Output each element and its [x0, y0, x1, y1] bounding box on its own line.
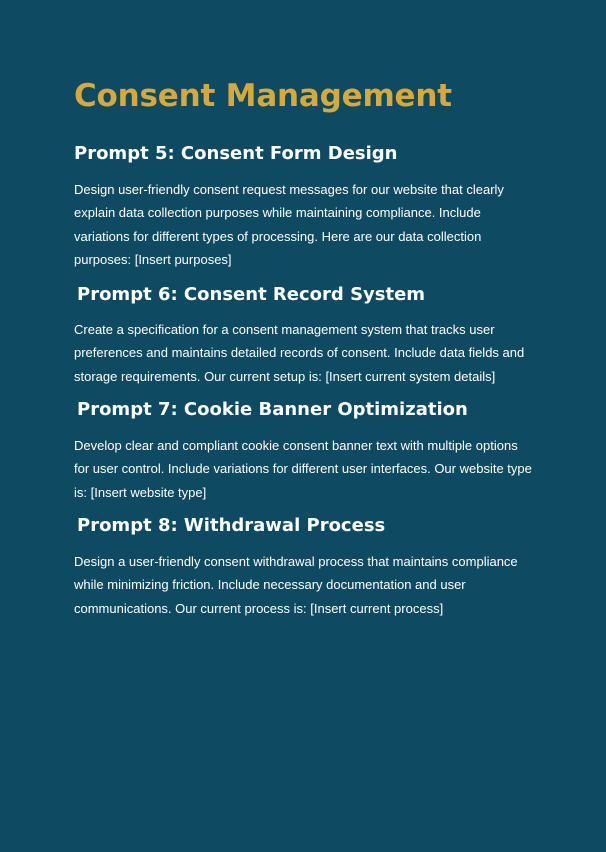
prompt-section	[74, 514, 544, 620]
section-body: Develop clear and compliant cookie consent banner text with multiple options for user control. Include variations for different user interfaces. Our website type is: [Insert website type]	[74, 438, 532, 500]
page-title: Consent Management	[74, 78, 452, 114]
section-body: Design user-friendly consent request messages for our website that clearly explain data collection purposes while maintaining compliance. Include variations for different types of processing. Here are our data collection purposes: [Insert purposes]	[74, 182, 504, 267]
page-content	[74, 76, 544, 620]
section-heading: Prompt 7: Cookie Banner Optimization	[77, 399, 468, 421]
section-heading: Prompt 5: Consent Form Design	[74, 143, 398, 164]
section-heading: Prompt 8: Withdrawal Process	[77, 514, 386, 536]
section-body: Design a user-friendly consent withdrawal process that maintains compliance while minimizing friction. Include necessary documentation and user communications. Our current process is: [Insert current process]	[74, 553, 518, 616]
section-heading: Prompt 6: Consent Record System	[77, 284, 426, 306]
prompt-section	[74, 398, 544, 504]
prompt-section	[74, 142, 544, 271]
prompt-section	[74, 283, 544, 388]
section-body: Create a specification for a consent management system that tracks user preferences and maintains detailed records of consent. Include data fields and storage requirements. Our current setup is: [Insert current system details]	[74, 322, 525, 384]
